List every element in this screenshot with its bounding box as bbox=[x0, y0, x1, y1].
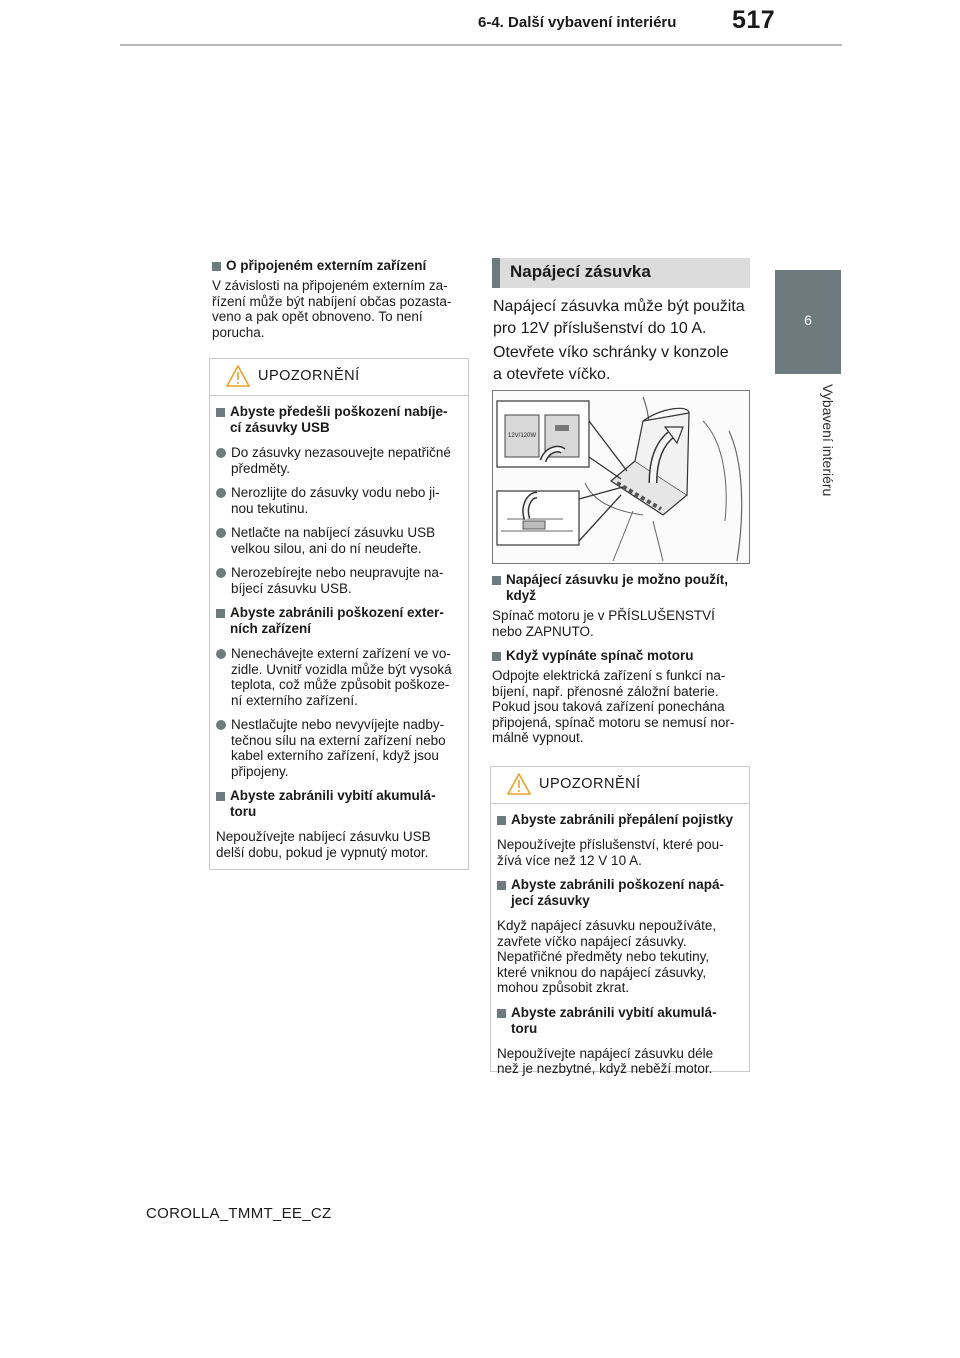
left-caution-box bbox=[209, 358, 469, 870]
text-line: málně vypnout. bbox=[492, 730, 584, 745]
text-line: Nepatřičné předměty nebo tekutiny, bbox=[497, 949, 710, 964]
right-paragraph-2 bbox=[492, 668, 754, 746]
square-bullet-icon bbox=[492, 652, 501, 661]
caution-bullet bbox=[216, 646, 462, 708]
text-line: toru bbox=[230, 804, 257, 819]
left-paragraph bbox=[212, 278, 470, 340]
text-line: Abyste předešli poškození nabíje- bbox=[230, 404, 448, 419]
round-bullet-icon bbox=[216, 649, 226, 659]
text-line: Spínač motoru je v PŘÍSLUŠENSTVÍ bbox=[492, 608, 715, 623]
caution-para bbox=[497, 918, 743, 996]
text-line: řízení může být nabíjení občas pozasta- bbox=[212, 293, 452, 309]
text-line: Abyste zabránili přepálení pojistky bbox=[511, 812, 734, 827]
caution-text bbox=[216, 829, 462, 860]
caution-text bbox=[231, 565, 443, 596]
chapter-number: 6 bbox=[804, 312, 812, 328]
caution-heading bbox=[216, 605, 462, 637]
text-line: které vniknou do napájecí zásuvky, bbox=[497, 964, 707, 980]
text-line: Nepoužívejte napájecí zásuvku déle bbox=[497, 1045, 714, 1061]
heading-text: Když vypínáte spínač motoru bbox=[506, 648, 694, 663]
caution-text bbox=[497, 837, 743, 868]
warning-triangle-icon bbox=[507, 773, 531, 795]
caution-bullet bbox=[216, 717, 462, 779]
text-line: cí zásuvky USB bbox=[230, 420, 330, 435]
text-line: Odpojte elektrická zařízení s funkcí na- bbox=[492, 668, 726, 683]
left-heading bbox=[212, 258, 468, 274]
text-line: pro 12V příslušenství do 10 A. bbox=[493, 320, 707, 337]
heading-text bbox=[506, 572, 728, 604]
lead-paragraph-2 bbox=[493, 342, 751, 386]
caution-text bbox=[231, 445, 451, 476]
caution-text bbox=[511, 877, 724, 909]
caution-title: UPOZORNĚNÍ bbox=[539, 776, 641, 792]
outlet-label: 12V/120W bbox=[508, 433, 537, 439]
caution-text bbox=[231, 717, 446, 779]
text-line: žívá více než 12 V 10 A. bbox=[497, 852, 642, 868]
caution-text bbox=[230, 605, 444, 637]
right-heading-2 bbox=[492, 648, 750, 664]
caution-heading bbox=[497, 1005, 743, 1037]
caution-text bbox=[497, 918, 743, 996]
caution-para bbox=[497, 1046, 743, 1077]
text-line: velkou silou, ani do ní neudeřte. bbox=[231, 540, 422, 556]
caution-title: UPOZORNĚNÍ bbox=[258, 368, 360, 384]
text-line: tečnou sílu na externí zařízení nebo bbox=[231, 732, 446, 748]
caution-heading bbox=[216, 404, 462, 436]
text-line: než je nezbytné, když neběží motor. bbox=[497, 1061, 713, 1076]
text-line: veno a pak opět obnoveno. To není bbox=[212, 309, 423, 324]
round-bullet-icon bbox=[216, 448, 226, 458]
text-line: teplota, což může způsobit poškoze- bbox=[231, 677, 450, 692]
text-line: ní externího zařízení. bbox=[231, 692, 358, 708]
caution-text bbox=[230, 404, 448, 436]
caution-heading bbox=[497, 812, 743, 828]
text-line: když bbox=[506, 588, 537, 603]
lead-paragraph-1 bbox=[493, 296, 751, 340]
text-line: V závislosti na připojeném externím za- bbox=[212, 278, 448, 293]
text-line: nou tekutinu. bbox=[231, 500, 309, 516]
text-line: Když napájecí zásuvku nepoužíváte, bbox=[497, 918, 717, 933]
caution-text bbox=[230, 788, 436, 820]
right-heading-1 bbox=[492, 572, 750, 604]
footer-code: COROLLA_TMMT_EE_CZ bbox=[146, 1205, 332, 1222]
text-line: připojená, spínač motoru se nemusí nor- bbox=[492, 714, 735, 730]
header-divider bbox=[120, 44, 842, 46]
text-line: Abyste zabránili poškození napá- bbox=[511, 877, 725, 892]
caution-text bbox=[511, 812, 733, 828]
square-bullet-icon bbox=[212, 262, 221, 271]
text-line: předměty. bbox=[231, 460, 291, 476]
text-line: Do zásuvky nezasouvejte nepatřičné bbox=[231, 445, 451, 460]
square-bullet-icon bbox=[497, 1009, 506, 1018]
text-line: toru bbox=[511, 1020, 538, 1036]
square-bullet-icon bbox=[497, 881, 506, 890]
square-bullet-icon bbox=[497, 816, 506, 825]
round-bullet-icon bbox=[216, 528, 226, 538]
text-line: Napájecí zásuvku je možno použít, bbox=[506, 572, 729, 587]
text-line: Pokud jsou taková zařízení ponechána bbox=[492, 699, 725, 714]
text-line: Nestlačujte nebo nevyvíjejte nadby- bbox=[231, 717, 445, 732]
caution-text bbox=[231, 525, 435, 556]
square-bullet-icon bbox=[216, 609, 225, 618]
text-line: zidle. Uvnitř vozidla může být vysoká bbox=[231, 661, 452, 677]
text-line: Abyste zabránili vybití akumulá- bbox=[230, 788, 436, 803]
caution-bullet bbox=[216, 445, 462, 476]
caution-bullet bbox=[216, 525, 462, 556]
round-bullet-icon bbox=[216, 568, 226, 578]
section-title-bar bbox=[492, 258, 750, 288]
caution-para bbox=[497, 837, 743, 868]
square-bullet-icon bbox=[492, 576, 501, 585]
text-line: mohou způsobit zkrat. bbox=[497, 980, 630, 995]
square-bullet-icon bbox=[216, 792, 225, 801]
text-line: ních zařízení bbox=[230, 621, 312, 636]
text-line: bíjení, např. přenosné záložní baterie. bbox=[492, 683, 719, 699]
text-line: Nerozebírejte nebo neupravujte na- bbox=[231, 565, 444, 580]
text-line: kabel externího zařízení, když jsou bbox=[231, 748, 439, 763]
caution-header bbox=[210, 359, 468, 396]
chapter-title: Vybavení interiéru bbox=[820, 384, 836, 497]
chapter-tab bbox=[775, 270, 841, 374]
text-line: Nenechávejte externí zařízení ve vo- bbox=[231, 646, 451, 661]
section-title: Napájecí zásuvka bbox=[510, 262, 651, 281]
section-label: 6-4. Další vybavení interiéru bbox=[478, 14, 677, 31]
text-line: Napájecí zásuvka může být použita bbox=[493, 298, 745, 315]
text-line: nebo ZAPNUTO. bbox=[492, 623, 594, 639]
right-paragraph-1 bbox=[492, 608, 750, 639]
caution-body bbox=[210, 396, 468, 860]
text-line: a otevřete víčko. bbox=[493, 366, 611, 383]
text-line: Nepoužívejte nabíjecí zásuvku USB bbox=[216, 829, 431, 844]
text-line: Netlačte na nabíjecí zásuvku USB bbox=[231, 525, 436, 540]
text-line: porucha. bbox=[212, 324, 265, 340]
caution-text bbox=[231, 646, 452, 708]
caution-bullet bbox=[216, 485, 462, 516]
page-number: 517 bbox=[732, 6, 776, 34]
right-caution-box bbox=[490, 766, 750, 1076]
caution-text bbox=[231, 485, 440, 516]
caution-para bbox=[216, 829, 462, 860]
caution-heading bbox=[216, 788, 462, 820]
text-line: Otevřete víko schránky v konzole bbox=[493, 344, 729, 361]
caution-text bbox=[497, 1046, 743, 1077]
text-line: Abyste zabránili poškození exter- bbox=[230, 605, 444, 620]
left-heading-text: O připojeném externím zařízení bbox=[226, 258, 427, 273]
caution-body bbox=[491, 804, 749, 1077]
square-bullet-icon bbox=[216, 408, 225, 417]
warning-triangle-icon bbox=[226, 365, 250, 387]
text-line: připojeny. bbox=[231, 763, 289, 779]
caution-text bbox=[511, 1005, 717, 1037]
console-illustration bbox=[492, 390, 750, 564]
text-line: Nepoužívejte příslušenství, které pou- bbox=[497, 837, 724, 852]
round-bullet-icon bbox=[216, 488, 226, 498]
round-bullet-icon bbox=[216, 720, 226, 730]
text-line: jecí zásuvky bbox=[511, 893, 590, 908]
caution-header bbox=[491, 767, 749, 804]
text-line: zavřete víčko napájecí zásuvky. bbox=[497, 933, 687, 949]
text-line: Abyste zabránili vybití akumulá- bbox=[511, 1004, 717, 1020]
text-line: bíjecí zásuvku USB. bbox=[231, 580, 352, 596]
caution-heading bbox=[497, 877, 743, 909]
caution-bullet bbox=[216, 565, 462, 596]
text-line: Nerozlijte do zásuvky vodu nebo ji- bbox=[231, 485, 440, 500]
power-outlet-diagram bbox=[493, 391, 749, 563]
text-line: delší dobu, pokud je vypnutý motor. bbox=[216, 844, 429, 860]
